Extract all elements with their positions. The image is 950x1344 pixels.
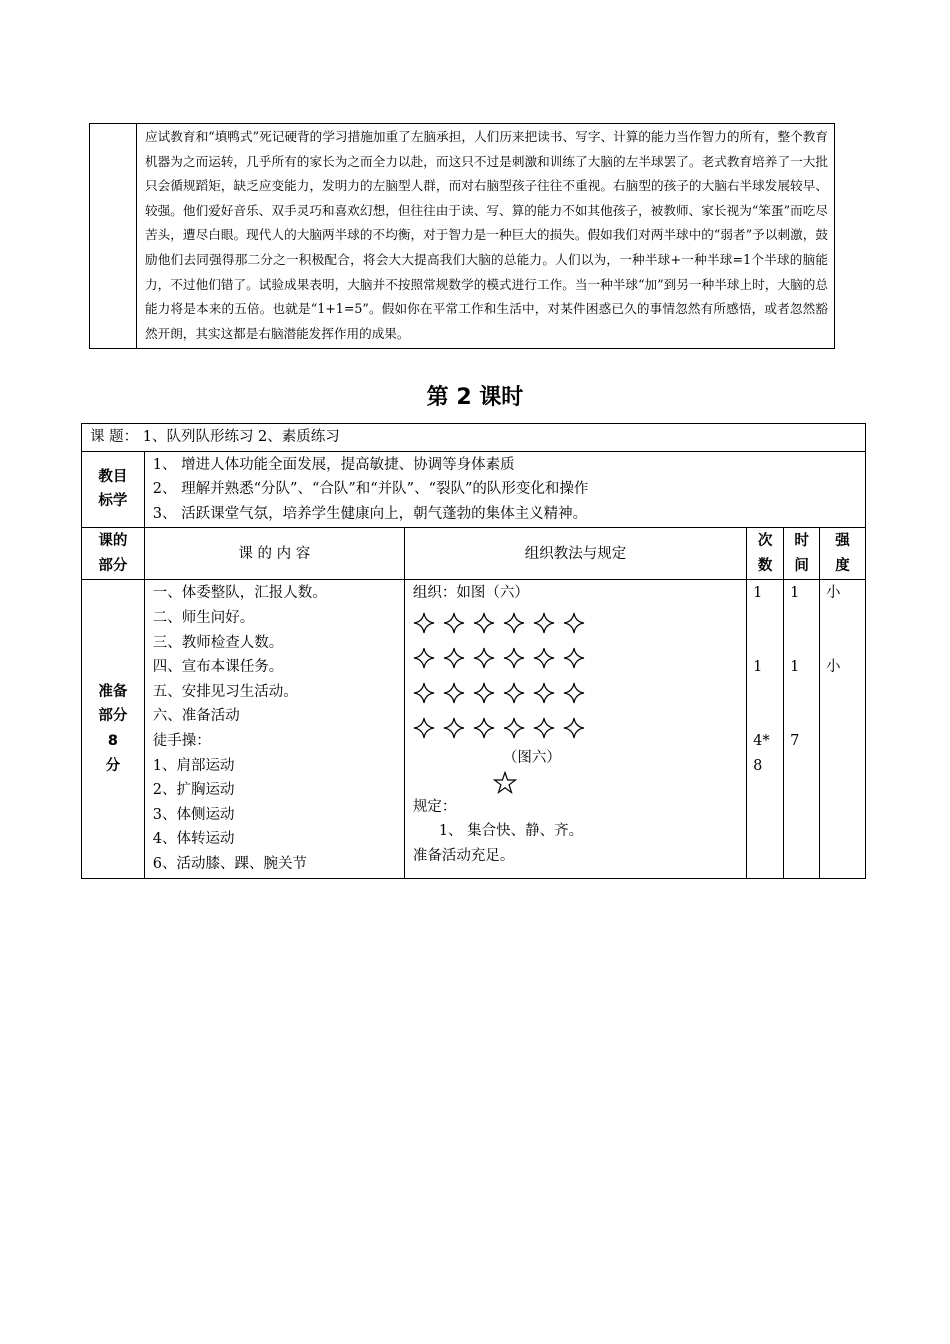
prep-duration xyxy=(784,580,820,878)
goal-item: 1、 增进人体功能全面发展，提高敏捷、协调等身体素质 xyxy=(152,456,515,473)
lesson-plan-table xyxy=(81,423,866,879)
formation-row xyxy=(413,641,738,676)
goals-list xyxy=(144,451,865,528)
four-point-star-icon xyxy=(473,717,495,739)
content-item: 二、师生问好。 xyxy=(152,609,255,626)
four-point-star-icon xyxy=(503,647,525,669)
rule-1: 1、 集合快、静、齐。 xyxy=(438,823,584,840)
goals-label-line2: 标学 xyxy=(98,493,128,510)
prep-org xyxy=(404,580,746,878)
content-item: 一、体委整队，汇报人数。 xyxy=(152,585,327,602)
four-point-star-icon xyxy=(533,612,555,634)
header-intensity-line2: 度 xyxy=(835,557,850,574)
times-value: 4* xyxy=(753,732,770,749)
four-point-star-icon xyxy=(443,612,465,634)
header-part-line2: 部分 xyxy=(98,557,128,574)
prep-label-line2: 部分 xyxy=(98,708,128,725)
four-point-star-icon xyxy=(443,682,465,704)
prep-label-line1: 准备 xyxy=(98,683,128,700)
four-point-star-icon xyxy=(503,612,525,634)
four-point-star-icon xyxy=(563,647,585,669)
header-intensity-line1: 强 xyxy=(835,533,850,550)
content-item: 4、体转运动 xyxy=(152,831,235,848)
four-point-star-icon xyxy=(503,682,525,704)
four-point-star-icon xyxy=(473,682,495,704)
four-point-star-icon xyxy=(413,612,435,634)
content-item: 1、肩部运动 xyxy=(152,757,235,774)
content-item: 6、活动膝、踝、腕关节 xyxy=(152,855,308,872)
times-value: 8 xyxy=(753,757,763,774)
intro-table xyxy=(89,123,835,349)
four-point-star-icon xyxy=(473,647,495,669)
prep-content xyxy=(144,580,404,878)
four-point-star-icon xyxy=(413,717,435,739)
content-item: 3、体侧运动 xyxy=(152,806,235,823)
lesson-title: 第 2 课时 xyxy=(426,385,524,410)
content-item: 徒手操： xyxy=(152,732,211,749)
header-org: 组织教法与规定 xyxy=(404,528,746,580)
times-value: 1 xyxy=(753,585,763,602)
figure-caption: （图六） xyxy=(502,749,561,766)
four-point-star-icon xyxy=(413,682,435,704)
header-content: 课 的 内 容 xyxy=(144,528,404,580)
four-point-star-icon xyxy=(473,612,495,634)
content-item: 2、扩胸运动 xyxy=(152,782,235,799)
header-times-line2: 数 xyxy=(757,557,773,574)
four-point-star-icon xyxy=(533,682,555,704)
content-item: 四、宣布本课任务。 xyxy=(152,659,284,676)
prep-intensity xyxy=(820,580,866,878)
header-part xyxy=(82,528,145,580)
four-point-star-icon xyxy=(443,647,465,669)
four-point-star-icon xyxy=(563,717,585,739)
prep-part-label xyxy=(82,580,145,878)
four-point-star-icon xyxy=(413,647,435,669)
topic-row: 课 题： 1、队列队形练习 2、素质练习 xyxy=(82,424,866,452)
content-item: 六、准备活动 xyxy=(152,708,240,725)
header-times xyxy=(747,528,784,580)
times-value: 1 xyxy=(753,659,763,676)
header-duration xyxy=(784,528,820,580)
header-duration-line2: 间 xyxy=(794,557,809,574)
intensity-value: 小 xyxy=(826,585,841,602)
five-point-star-icon xyxy=(493,771,517,795)
header-intensity xyxy=(820,528,866,580)
intro-paragraph: 应试教育和“填鸭式”死记硬背的学习措施加重了左脑承担，人们历来把读书、写字、计算的能力当作智力的所有，整个教育机器为之而运转，几乎所有的家长为之而全力以赴，而这只不过是刺激和训练了大脑的左半球罢了。老式教育培养了一大批只会循规蹈矩，缺乏应变能力，发明力的左脑型人群，而对右脑型孩子往往不重视。右脑型的孩子的大脑右半球发展较早、较强。他们爱好音乐、双手灵巧和喜欢幻想，但往往由于读、写、算的能力不如其他孩子，被教师、家长视为“笨蛋”而吃尽苦头，遭尽白眼。现代人的大脑两半球的不均衡，对于智力是一种巨大的损失。假如我们对两半球中的“弱者”予以刺激，鼓励他们去同强得那二分之一积极配合，将会大大提高我们大脑的总能力。人们以为，一种半球+一种半球=1个半球的脑能力，不过他们错了。试验成果表明，大脑并不按照常规数学的模式进行工作。当一种半球“加”到另一种半球上时，大脑的总能力将是本来的五倍。也就是“1+1=5”。假如你在平常工作和生活中，对某件困惑已久的事情忽然有所感悟，或者忽然豁然开朗，其实这都是右脑潜能发挥作用的成果。 xyxy=(137,124,835,349)
prep-times xyxy=(747,580,784,878)
formation-row xyxy=(413,676,738,711)
intro-left-cell xyxy=(90,124,137,349)
goal-item: 3、 活跃课堂气氛，培养学生健康向上，朝气蓬勃的集体主义精神。 xyxy=(152,505,588,522)
prep-label-line3: 8 xyxy=(107,732,118,749)
duration-value: 1 xyxy=(790,585,800,602)
goals-label-line1: 教目 xyxy=(98,468,128,485)
goal-item: 2、 理解并熟悉“分队”、“合队”和“并队”、“裂队”的队形变化和操作 xyxy=(152,481,589,498)
duration-value: 7 xyxy=(790,732,800,749)
header-times-line1: 次 xyxy=(757,533,773,550)
intensity-value: 小 xyxy=(826,659,841,676)
rule-2: 准备活动充足。 xyxy=(412,847,515,864)
four-point-star-icon xyxy=(533,647,555,669)
four-point-star-icon xyxy=(563,612,585,634)
formation-diagram xyxy=(413,606,738,746)
four-point-star-icon xyxy=(563,682,585,704)
rules-label: 规定： xyxy=(412,798,457,815)
header-duration-line1: 时 xyxy=(794,533,809,550)
content-item: 五、安排见习生活动。 xyxy=(152,683,298,700)
four-point-star-icon xyxy=(443,717,465,739)
four-point-star-icon xyxy=(533,717,555,739)
content-item: 三、教师检查人数。 xyxy=(152,634,284,651)
org-intro: 组织：如图（六） xyxy=(412,585,529,602)
formation-row xyxy=(413,711,738,746)
formation-row xyxy=(413,606,738,641)
prep-label-line4: 分 xyxy=(105,757,121,774)
four-point-star-icon xyxy=(503,717,525,739)
header-part-line1: 课的 xyxy=(98,533,128,550)
duration-value: 1 xyxy=(790,659,800,676)
goals-label xyxy=(82,451,145,528)
